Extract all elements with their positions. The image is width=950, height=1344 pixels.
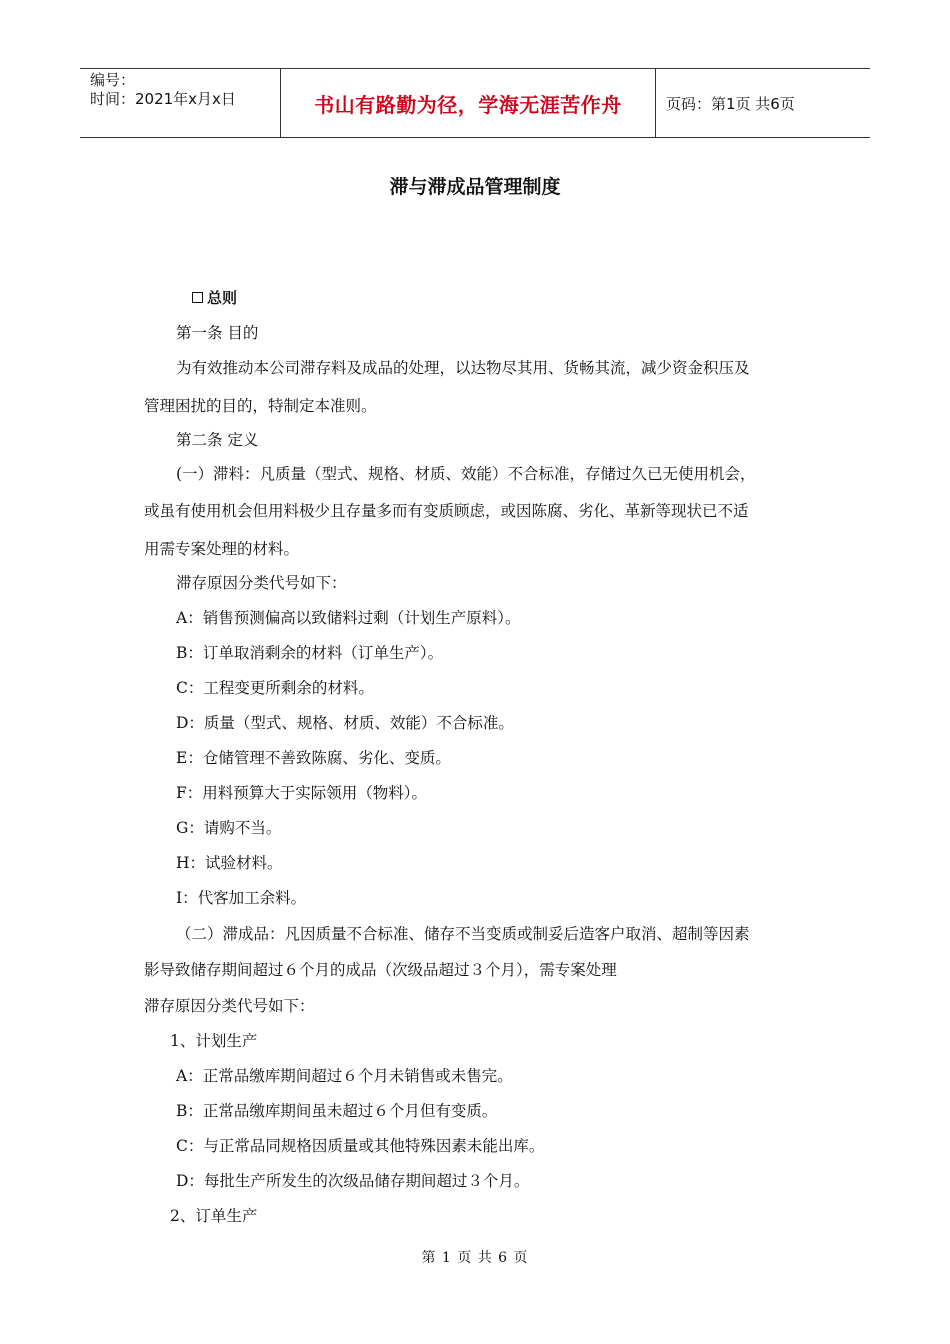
header-table [80, 68, 870, 138]
body-line: 第二条 定义 [176, 431, 259, 449]
header-meta [80, 69, 280, 137]
body-line: A：正常品缴库期间超过６个月未销售或未售完。 [176, 1067, 513, 1085]
doc-time-label: 时间：2021年x月x日 [90, 90, 236, 108]
body-line: 第一条 目的 [176, 324, 259, 342]
body-line: A：销售预测偏高以致储料过剩（计划生产原料）。 [176, 609, 521, 627]
section-heading-label: 总则 [207, 289, 238, 307]
body-line: B：订单取消剩余的材料（订单生产）。 [176, 644, 444, 662]
checkbox-square-icon [192, 292, 203, 303]
page-footer: 第 1 页 共 6 页 [421, 1250, 529, 1266]
body-line: B：正常品缴库期间虽未超过６个月但有变质。 [176, 1102, 498, 1120]
body-line: H：试验材料。 [176, 854, 283, 872]
body-line: （二）滞成品：凡因质量不合标准、储存不当变质或制妥后造客户取消、超制等因素 [176, 925, 750, 943]
body-line: 用需专案处理的材料。 [144, 540, 300, 558]
header-page-info: 页码：第1页 共6页 [666, 94, 795, 113]
doc-number-label: 编号： [90, 71, 136, 89]
body-line: C：工程变更所剩余的材料。 [176, 679, 374, 697]
body-line: (一）滞料：凡质量（型式、规格、材质、效能）不合标准，存储过久已无使用机会， [176, 465, 756, 483]
body-line: 管理困扰的目的，特制定本准则。 [144, 397, 377, 415]
body-line: C：与正常品同规格因质量或其他特殊因素未能出库。 [176, 1137, 545, 1155]
body-line: D：每批生产所发生的次级品储存期间超过３个月。 [176, 1172, 530, 1190]
body-line: 滞存原因分类代号如下： [176, 574, 347, 592]
body-line: G：请购不当。 [176, 819, 282, 837]
body-line: F：用料预算大于实际领用（物料）。 [176, 784, 428, 802]
document-title: 滞与滞成品管理制度 [389, 176, 561, 198]
body-line: E：仓储管理不善致陈腐、劣化、变质。 [176, 749, 451, 767]
body-line: 2、订单生产 [170, 1207, 258, 1225]
section-heading [192, 287, 237, 308]
body-line: 影导致储存期间超过６个月的成品（次级品超过３个月），需专案处理 [144, 961, 617, 979]
header-motto: 书山有路勤为径，学海无涯苦作舟 [280, 69, 656, 137]
body-line: 1、计划生产 [170, 1032, 258, 1050]
body-line: 或虽有使用机会但用料极少且存量多而有变质顾虑，或因陈腐、劣化、革新等现状已不适 [144, 502, 749, 520]
body-line: 为有效推动本公司滞存料及成品的处理，以达物尽其用、货畅其流，减少资金积压及 [176, 359, 750, 377]
body-line: 滞存原因分类代号如下： [144, 997, 315, 1015]
body-line: D：质量（型式、规格、材质、效能）不合标准。 [176, 714, 514, 732]
body-line: I：代客加工余料。 [176, 889, 307, 907]
